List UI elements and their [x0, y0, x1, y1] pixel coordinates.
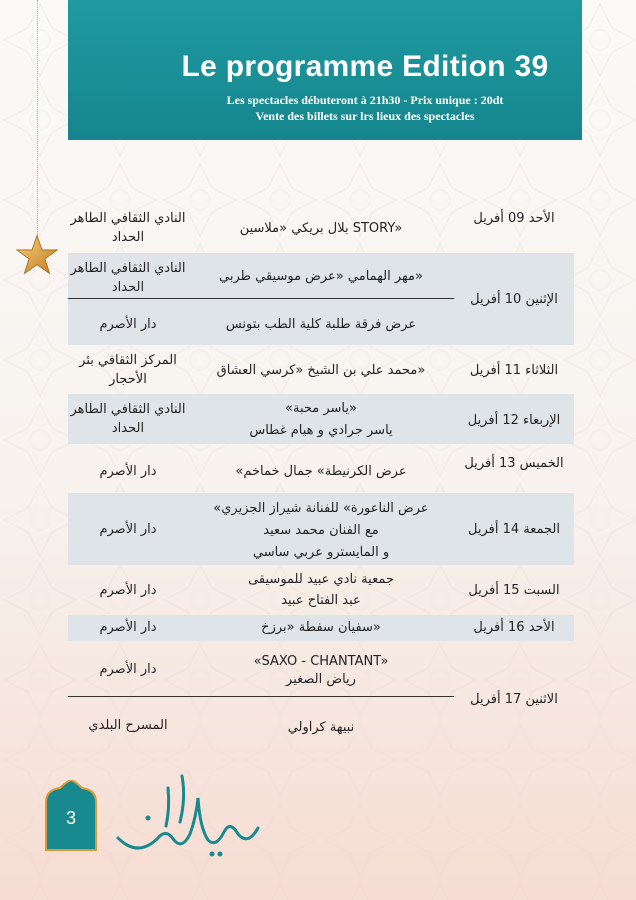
venue-label: النادي الثقافي الطاهر الحداد: [70, 211, 186, 245]
venue-label: دار الأصرم: [99, 522, 157, 537]
venue-label: دار الأصرم: [99, 620, 157, 635]
page-title: Le programme Edition 39: [181, 50, 549, 83]
show-title: محمد علي بن الشيخ «كرسي العشاق»: [216, 363, 426, 378]
venue-label: المركز الثقافي بئر الأحجار: [79, 353, 177, 387]
festival-logo: [108, 768, 278, 868]
day-label: الخميس 13 أفريل: [464, 456, 564, 471]
subtitle-schedule: Les spectacles débuteront à 21h30 - Prix unique : 20dt: [226, 93, 504, 107]
day-label: الأحد 16 أفريل: [473, 620, 555, 635]
venue-label: دار الأصرم: [99, 464, 157, 479]
show-title: عرض فرقة طلبة كلية الطب بتونس: [225, 317, 417, 332]
venue-label: دار الأصرم: [99, 583, 157, 598]
venue-label: دار الأصرم: [99, 317, 157, 332]
day-label: الاثنين 17 أفريل: [470, 692, 558, 707]
day-label: الأحد 09 أفريل: [473, 211, 555, 226]
schedule-row: [68, 394, 574, 444]
venue-label: دار الأصرم: [99, 662, 157, 677]
schedule-row: [68, 203, 574, 251]
schedule-row: [68, 349, 574, 391]
show-title: بلال بريكي «ملاسين STORY»: [239, 221, 403, 236]
header-banner: [68, 0, 582, 140]
subtitle-tickets: Vente des billets sur lrs lieux des spectacles: [255, 109, 475, 123]
show-subtitle: و المايسترو عربي ساسي: [252, 545, 390, 560]
schedule-row: [68, 648, 574, 748]
row-divider: [68, 696, 454, 697]
show-subtitle: مع الفنان محمد سعيد: [263, 523, 379, 538]
schedule-row: [68, 568, 574, 612]
schedule-row: [68, 493, 574, 565]
hanging-string: [37, 0, 39, 236]
star-icon: [16, 234, 58, 276]
day-label: السبت 15 أفريل: [468, 583, 560, 598]
show-title: «عرض الكرنيطة» جمال خماخم: [235, 464, 407, 479]
show-title: «ياسر محبة»: [285, 401, 357, 416]
day-label: الثلاثاء 11 أفريل: [469, 363, 559, 378]
show-title: سفيان سفطة «برزخ»: [261, 620, 381, 635]
schedule-row: [68, 615, 574, 641]
show-title: جمعية نادي عبيد للموسيقى: [248, 572, 394, 587]
page-number: 3: [65, 808, 76, 828]
day-label: الجمعة 14 أفريل: [467, 522, 560, 537]
row-divider: [68, 298, 454, 299]
day-label: الإربعاء 12 أفريل: [467, 413, 561, 428]
show-subtitle: رياض الصغير: [286, 672, 356, 687]
schedule-row: [68, 448, 574, 490]
show-title: «SAXO - CHANTANT»: [253, 654, 389, 669]
day-label: الإثنين 10 أفريل: [470, 292, 558, 307]
venue-label: المسرح البلدي: [88, 718, 168, 733]
show-subtitle: ياسر جرادي و هيام غطاس: [249, 423, 393, 438]
schedule-row: [68, 253, 574, 345]
venue-label: النادي الثقافي الطاهر الحداد: [70, 261, 186, 295]
show-title: نبيهة كراولي: [287, 720, 355, 735]
venue-label: النادي الثقافي الطاهر الحداد: [70, 402, 186, 436]
show-title: «عرض الناعورة» للفنانة شيراز الجزيري: [213, 501, 429, 516]
show-title: مهر الهمامي «عرض موسيقي طربي»: [219, 269, 423, 284]
show-subtitle: عبد الفتاح عبيد: [281, 593, 361, 608]
